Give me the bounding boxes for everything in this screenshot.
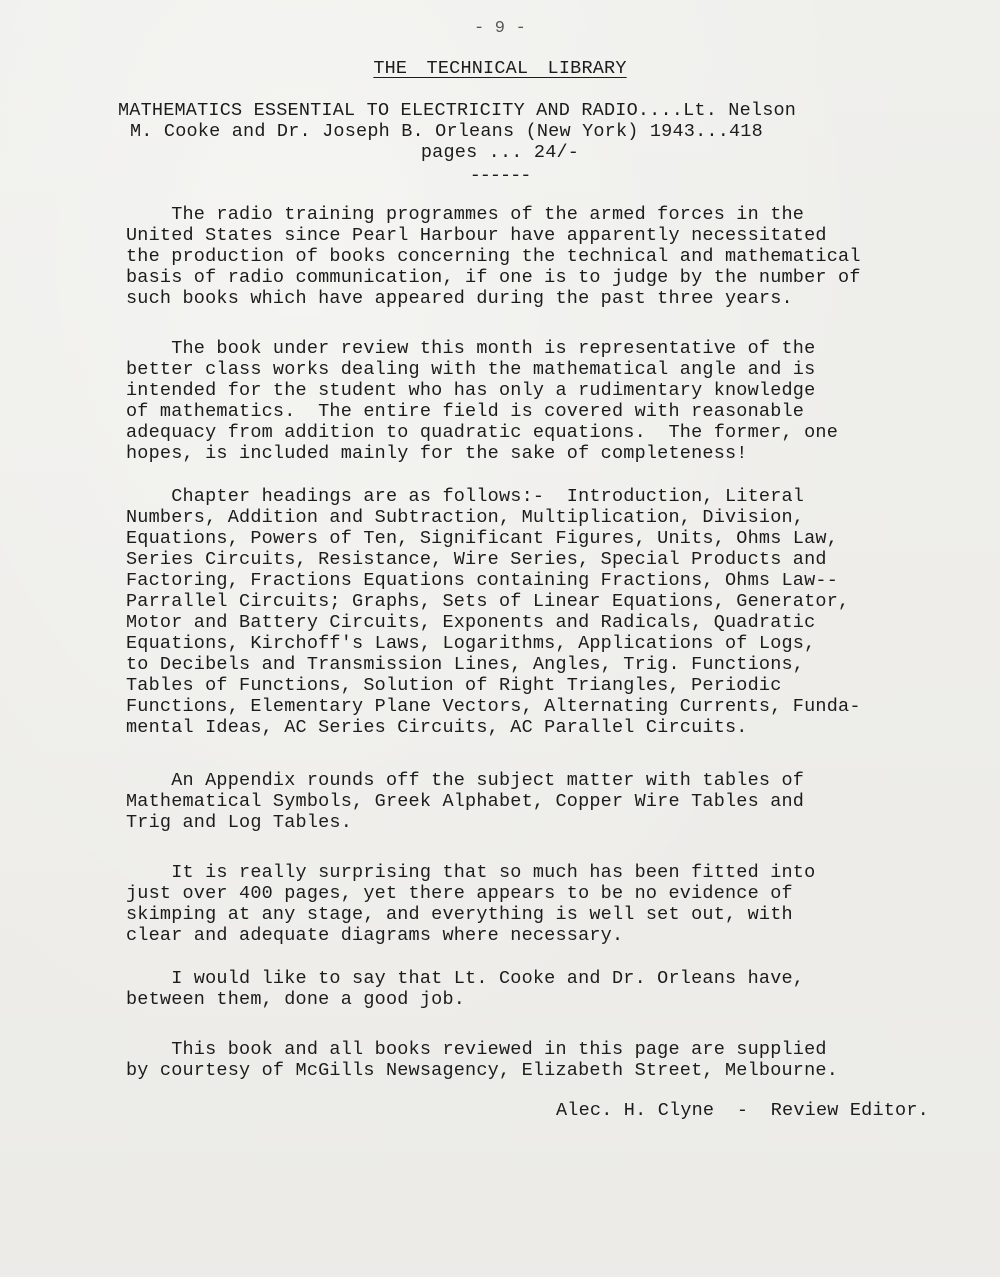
paragraph-line: to Decibels and Transmission Lines, Angles, Trig. Functions, [126,654,805,675]
paragraph-line: Tables of Functions, Solution of Right Triangles, Periodic [126,675,782,696]
paragraph-line: mental Ideas, AC Series Circuits, AC Parallel Circuits. [126,717,748,738]
book-header-line: M. Cooke and Dr. Joseph B. Orleans (New York) 1943...418 [130,121,763,142]
header-separator: ------ [469,165,531,186]
book-header-line: MATHEMATICS ESSENTIAL TO ELECTRICITY AND RADIO....Lt. Nelson [118,100,797,121]
paragraph-line: Mathematical Symbols, Greek Alphabet, Copper Wire Tables and [126,791,805,812]
paragraph-line: Equations, Kirchoff's Laws, Logarithms, Applications of Logs, [126,633,816,654]
paragraph-line: the production of books concerning the technical and mathematical [126,246,861,267]
paragraph-line: Functions, Elementary Plane Vectors, Alternating Currents, Funda- [126,696,861,717]
paragraph-line: It is really surprising that so much has been fitted into [126,862,816,883]
paragraph-line: The radio training programmes of the armed forces in the [126,204,805,225]
paragraph-line: Trig and Log Tables. [126,812,353,833]
paragraph-line: skimping at any stage, and everything is well set out, with [126,904,793,925]
paragraph-line: Series Circuits, Resistance, Wire Series, Special Products and [126,549,827,570]
paragraph-line: intended for the student who has only a rudimentary knowledge [126,380,816,401]
paragraph-line: I would like to say that Lt. Cooke and Dr. Orleans have, [126,968,805,989]
paragraph-line: just over 400 pages, yet there appears to be no evidence of [126,883,793,904]
page-number: - 9 - [473,19,526,38]
paragraph-line: adequacy from addition to quadratic equations. The former, one [126,422,839,443]
paragraph-line: Factoring, Fractions Equations containing Fractions, Ohms Law-- [126,570,839,591]
review-editor-signature: Alec. H. Clyne - Review Editor. [556,1100,929,1121]
paragraph-line: Parrallel Circuits; Graphs, Sets of Linear Equations, Generator, [126,591,850,612]
paragraph-line: such books which have appeared during the past three years. [126,288,793,309]
paragraph-line: Equations, Powers of Ten, Significant Figures, Units, Ohms Law, [126,528,839,549]
book-header-line: pages ... 24/- [420,142,580,163]
paragraph-line: Motor and Battery Circuits, Exponents and Radicals, Quadratic [126,612,816,633]
paragraph-line: between them, done a good job. [126,989,466,1010]
paragraph-line: hopes, is included mainly for the sake of completeness! [126,443,748,464]
paragraph-line: better class works dealing with the mathematical angle and is [126,359,816,380]
paragraph-line: Numbers, Addition and Subtraction, Multiplication, Division, [126,507,805,528]
paragraph-line: by courtesy of McGills Newsagency, Elizabeth Street, Melbourne. [126,1060,839,1081]
paragraph-line: of mathematics. The entire field is covered with reasonable [126,401,805,422]
paragraph-line: An Appendix rounds off the subject matter with tables of [126,770,805,791]
paragraph-line: clear and adequate diagrams where necessary. [126,925,624,946]
paragraph-line: basis of radio communication, if one is to judge by the number of [126,267,861,288]
paragraph-line: This book and all books reviewed in this page are supplied [126,1039,827,1060]
paragraph-line: Chapter headings are as follows:- Introduction, Literal [126,486,805,507]
paragraph-line: The book under review this month is representative of the [126,338,816,359]
paragraph-line: United States since Pearl Harbour have apparently necessitated [126,225,827,246]
section-title: THE TECHNICAL LIBRARY [373,58,627,79]
